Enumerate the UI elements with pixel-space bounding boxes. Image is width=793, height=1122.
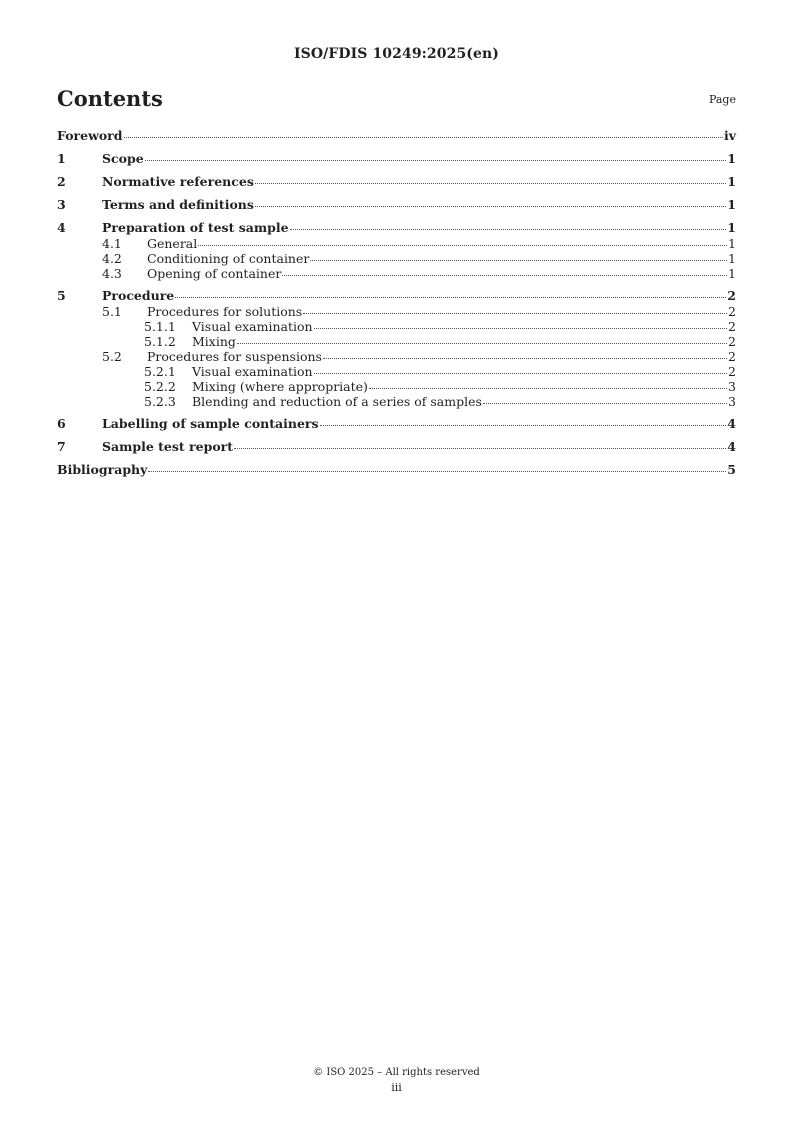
- toc-entry-number: 4: [57, 220, 66, 235]
- dot-leader: [234, 448, 726, 449]
- toc-entry-page: 3: [728, 379, 736, 394]
- toc-entry[interactable]: [57, 288, 736, 304]
- toc-entry-page: 1: [728, 251, 736, 266]
- dot-leader: [124, 137, 723, 138]
- toc-entry-title: Conditioning of container: [147, 251, 310, 266]
- toc-entry-page: 2: [728, 304, 736, 319]
- page-footer: [0, 1067, 793, 1094]
- dot-leader: [314, 328, 728, 329]
- dot-leader: [198, 245, 727, 246]
- dot-leader: [320, 425, 727, 426]
- copyright-notice: © ISO 2025 – All rights reserved: [313, 1067, 480, 1078]
- toc-entry-page: 3: [728, 394, 736, 409]
- dot-leader: [145, 160, 727, 161]
- dot-leader: [314, 373, 728, 374]
- toc-entry-page: 4: [727, 416, 736, 431]
- toc-entry-title: Procedures for suspensions: [147, 349, 322, 364]
- dot-leader: [303, 313, 727, 314]
- dot-leader: [323, 358, 727, 359]
- toc-entry-page: 2: [727, 288, 736, 303]
- dot-leader: [290, 229, 727, 230]
- toc-entry-page: 1: [728, 236, 736, 251]
- toc-entry-page: 1: [727, 197, 736, 212]
- toc-entry-title: Bibliography: [57, 462, 148, 477]
- toc-entry[interactable]: [57, 174, 736, 190]
- toc-entry-title: Opening of container: [147, 266, 282, 281]
- page-column-label: Page: [708, 93, 736, 106]
- toc-entry[interactable]: [57, 220, 736, 236]
- toc-entry-title: General: [147, 236, 198, 251]
- toc-entry-title: Sample test report: [102, 439, 234, 454]
- toc-entry-number: 5.2.3: [144, 394, 176, 409]
- table-of-contents: [57, 128, 736, 478]
- page-title: Contents: [57, 86, 163, 111]
- toc-entry-page: 2: [728, 319, 736, 334]
- toc-entry-page: 1: [727, 174, 736, 189]
- toc-entry-title: Foreword: [57, 128, 123, 143]
- toc-entry-page: 2: [728, 334, 736, 349]
- toc-entry-page: 5: [727, 462, 736, 477]
- page-number: iii: [391, 1081, 402, 1094]
- toc-entry[interactable]: [57, 151, 736, 167]
- toc-entry[interactable]: [57, 364, 736, 379]
- dot-leader: [175, 297, 726, 298]
- toc-entry-page: 1: [727, 151, 736, 166]
- toc-entry[interactable]: [57, 128, 736, 144]
- toc-entry-title: Preparation of test sample: [102, 220, 289, 235]
- toc-entry[interactable]: [57, 439, 736, 455]
- toc-entry-number: 4.3: [102, 266, 122, 281]
- toc-entry-number: 1: [57, 151, 66, 166]
- toc-entry[interactable]: [57, 304, 736, 319]
- toc-entry-page: 2: [728, 364, 736, 379]
- toc-entry-number: 5.2.1: [144, 364, 176, 379]
- toc-entry-number: 4.1: [102, 236, 122, 251]
- document-header: ISO/FDIS 10249:2025(en): [293, 46, 500, 62]
- toc-entry-title: Procedure: [102, 288, 175, 303]
- dot-leader: [237, 343, 727, 344]
- toc-entry[interactable]: [57, 379, 736, 394]
- toc-entry[interactable]: [57, 197, 736, 213]
- toc-entry-number: 5.1.2: [144, 334, 176, 349]
- toc-entry[interactable]: [57, 236, 736, 251]
- toc-entry-title: Mixing (where appropriate): [192, 379, 368, 394]
- dot-leader: [148, 471, 726, 472]
- dot-leader: [310, 260, 727, 261]
- toc-entry[interactable]: [57, 462, 736, 478]
- toc-entry-number: 5: [57, 288, 66, 303]
- toc-entry-number: 5.1: [102, 304, 122, 319]
- toc-entry-title: Mixing: [192, 334, 236, 349]
- toc-entry-title: Labelling of sample containers: [102, 416, 319, 431]
- dot-leader: [282, 275, 727, 276]
- toc-entry-page: 1: [728, 266, 736, 281]
- toc-entry-number: 5.1.1: [144, 319, 176, 334]
- dot-leader: [255, 206, 726, 207]
- toc-entry-title: Terms and definitions: [102, 197, 254, 212]
- toc-entry[interactable]: [57, 251, 736, 266]
- dot-leader: [483, 403, 727, 404]
- dot-leader: [255, 183, 726, 184]
- toc-entry-page: 4: [727, 439, 736, 454]
- toc-entry-page: iv: [723, 128, 736, 143]
- toc-entry-number: 7: [57, 439, 66, 454]
- toc-entry-number: 3: [57, 197, 66, 212]
- toc-entry-title: Scope: [102, 151, 144, 166]
- toc-entry-number: 5.2.2: [144, 379, 176, 394]
- toc-entry-title: Visual examination: [192, 319, 313, 334]
- toc-entry[interactable]: [57, 349, 736, 364]
- toc-entry-title: Visual examination: [192, 364, 313, 379]
- toc-entry-title: Procedures for solutions: [147, 304, 303, 319]
- toc-entry-number: 6: [57, 416, 66, 431]
- toc-entry-title: Normative references: [102, 174, 254, 189]
- toc-entry-number: 2: [57, 174, 66, 189]
- toc-entry-title: Blending and reduction of a series of samples: [192, 394, 482, 409]
- toc-entry[interactable]: [57, 394, 736, 409]
- toc-entry[interactable]: [57, 266, 736, 281]
- toc-entry[interactable]: [57, 416, 736, 432]
- toc-entry-page: 1: [727, 220, 736, 235]
- dot-leader: [369, 388, 727, 389]
- toc-entry-number: 5.2: [102, 349, 122, 364]
- toc-entry[interactable]: [57, 319, 736, 334]
- toc-entry-page: 2: [728, 349, 736, 364]
- toc-entry[interactable]: [57, 334, 736, 349]
- toc-entry-number: 4.2: [102, 251, 122, 266]
